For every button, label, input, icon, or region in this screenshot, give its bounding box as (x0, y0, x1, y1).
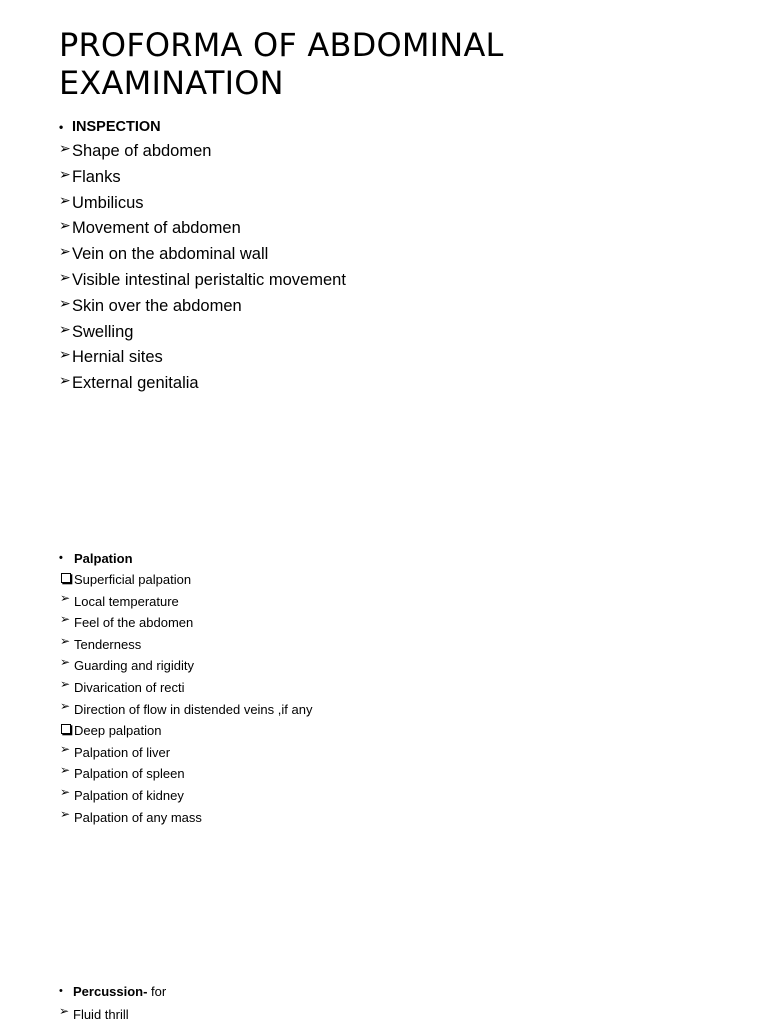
list-item-text: Shape of abdomen (72, 142, 212, 160)
arrow-icon: ➢ (60, 676, 71, 691)
list-item (59, 294, 346, 320)
arrow-icon: ➢ (59, 243, 71, 260)
arrow-icon: ➢ (60, 763, 71, 778)
list-item-text: Superficial palpation (74, 572, 192, 587)
arrow-icon: ➢ (60, 698, 71, 713)
list-item-text: Umbilicus (72, 193, 144, 212)
percussion-heading-bold: Percussion- (73, 984, 148, 999)
list-item (59, 807, 312, 829)
page-title-line-1: PROFORMA OF ABDOMINAL (59, 26, 504, 64)
list-item (59, 216, 346, 242)
list-item (59, 763, 312, 785)
palpation-heading: Palpation (74, 551, 133, 566)
page-title (59, 26, 504, 102)
list-item-text: Movement of abdomen (72, 219, 241, 238)
list-item-text: Palpation of spleen (74, 766, 185, 782)
arrow-icon: ➢ (59, 294, 71, 311)
list-item-text: Palpation of kidney (74, 787, 184, 803)
list-item-text: Local temperature (74, 593, 179, 609)
arrow-icon: ➢ (60, 612, 71, 627)
list-item-text: Palpation of liver (74, 744, 171, 760)
arrow-icon: ➢ (60, 655, 71, 670)
list-item (59, 242, 346, 268)
arrow-icon: ➢ (60, 741, 71, 756)
arrow-icon: ➢ (59, 165, 71, 182)
list-item (59, 720, 312, 742)
list-item (59, 1003, 166, 1026)
arrow-icon: ➢ (60, 590, 71, 605)
arrow-icon: ➢ (59, 372, 71, 389)
list-item-text: Tenderness (74, 636, 142, 652)
arrow-icon: ➢ (59, 1004, 70, 1018)
percussion-heading (59, 980, 166, 1003)
list-item (59, 677, 312, 699)
bullet-icon: • (59, 985, 63, 997)
page-title-line-2: EXAMINATION (59, 64, 284, 102)
list-item-text: Vein on the abdominal wall (72, 245, 269, 264)
list-item (59, 371, 346, 397)
list-item-text: Direction of flow in distended veins ,if any (74, 701, 313, 717)
list-item-text: Flanks (72, 167, 121, 186)
list-item (59, 320, 346, 346)
inspection-section (59, 115, 346, 397)
list-item-text: Palpation of any mass (74, 809, 202, 825)
list-item-text: Swelling (72, 322, 134, 341)
list-item (59, 139, 346, 165)
list-item (59, 699, 312, 721)
arrow-icon: ➢ (60, 784, 71, 799)
list-item (59, 612, 312, 634)
inspection-heading: INSPECTION (72, 119, 161, 135)
arrow-icon: ➢ (60, 633, 71, 648)
list-item-text: Fluid thrill (73, 1007, 129, 1022)
list-item-text: Visible intestinal peristaltic movement (72, 270, 346, 289)
arrow-icon: ➢ (60, 806, 71, 821)
list-item (59, 634, 312, 656)
list-item (59, 591, 312, 613)
list-item-text: Deep palpation (74, 723, 162, 739)
list-item (59, 345, 346, 371)
list-item-text: Guarding and rigidity (74, 658, 194, 674)
list-item (59, 742, 312, 764)
list-item (59, 655, 312, 677)
arrow-icon: ➢ (59, 217, 71, 234)
list-item (59, 569, 312, 591)
arrow-icon: ➢ (59, 191, 71, 208)
list-item-text: Divarication of recti (74, 679, 185, 695)
list-item-text: Feel of the abdomen (74, 615, 194, 631)
list-item (59, 191, 346, 217)
inspection-heading-row (59, 115, 346, 139)
palpation-section (59, 548, 312, 828)
arrow-icon: ➢ (59, 140, 71, 156)
list-item-text: Hernial sites (72, 348, 163, 367)
list-item-text: External genitalia (72, 374, 199, 393)
list-item-text: Skin over the abdomen (72, 296, 242, 315)
arrow-icon: ➢ (59, 320, 71, 337)
list-item (59, 165, 346, 191)
arrow-icon: ➢ (59, 346, 71, 363)
list-item (59, 785, 312, 807)
percussion-section (59, 980, 166, 1026)
percussion-heading-suffix: for (147, 984, 167, 999)
palpation-heading-row (59, 548, 312, 569)
arrow-icon: ➢ (59, 268, 71, 285)
bullet-icon: • (59, 552, 63, 564)
list-item (59, 268, 346, 294)
bullet-icon: • (59, 120, 64, 134)
percussion-heading-row (59, 980, 166, 1003)
